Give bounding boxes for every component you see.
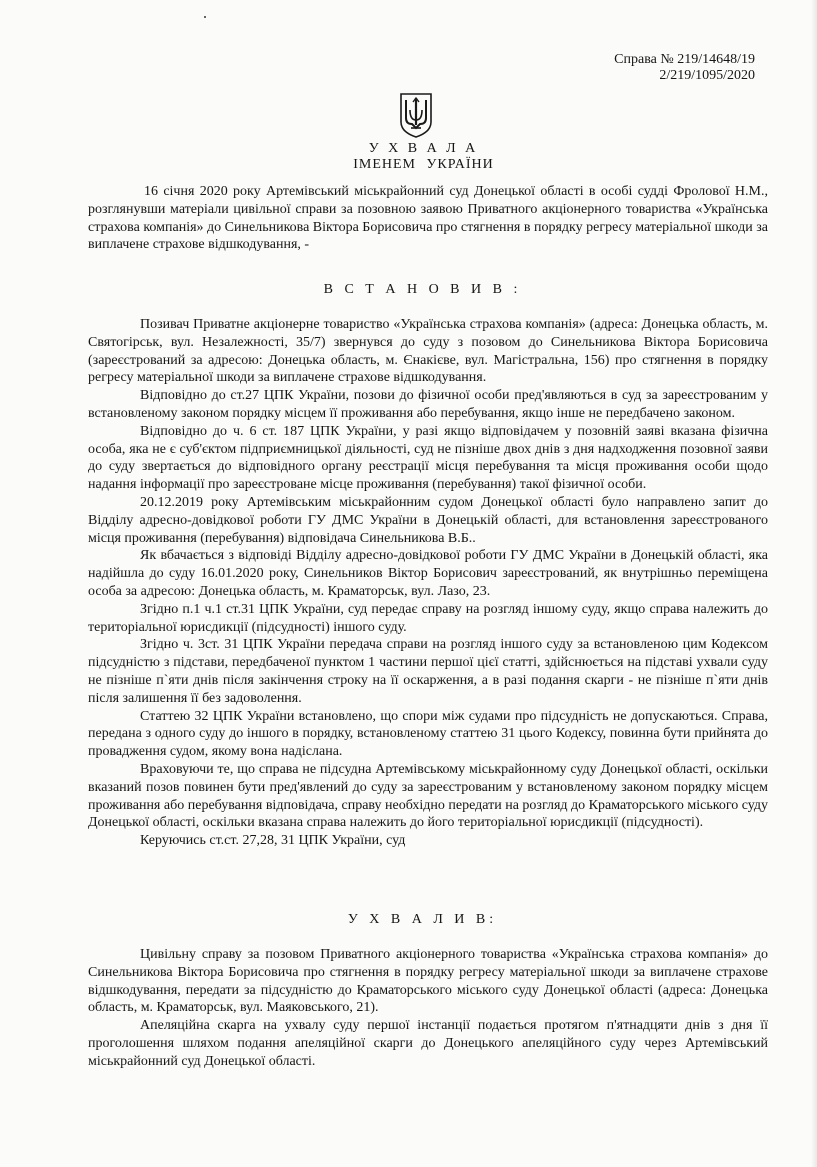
established-paragraph-5: Як вбачається з відповіді Відділу адресно-довідкової роботи ГУ ДМС України в Донецькій області, яка надійшла до суду 16.01.2020 року, Синельников Віктор Борисович зареєстрований, як внутрішньо переміщена особа за адресою: Донецька область, м. Краматорськ, вул. Лазо, 23. bbox=[88, 548, 768, 599]
case-number-line-2: 2/219/1095/2020 bbox=[659, 68, 755, 83]
established-paragraph-10: Керуючись ст.ст. 27,28, 31 ЦПК України, суд bbox=[140, 833, 406, 849]
heading-established: В С Т А Н О В И В : bbox=[323, 282, 522, 297]
established-paragraph-7: Згідно ч. 3ст. 31 ЦПК України передача справи на розгляд іншого суду за встановленою цим Кодексом підсудністю з підстави, передбаченої пунктом 1 частини першої цієї статті, здійснюється на підставі ухвали суду не пізніше п`яти днів після закінчення строку на її оскарження, а в разі подання скарги - не пізніше п`яти днів після залишення її без задоволення. bbox=[88, 637, 768, 706]
established-paragraph-9: Враховуючи те, що справа не підсудна Артемівському міськрайонному суду Донецької області, оскільки вказаний позов повинен бути пред'явлений до суду за зареєстрованим у встановленому законом порядку місцем проживання або перебування відповідача, справу необхідно передати на розгляд до Краматорського міського суду Донецької області, оскільки вказана справа належить до його територіальної юрисдикції (підсудності). bbox=[88, 761, 768, 831]
heading-decided: У Х В А Л И В: bbox=[347, 912, 498, 927]
page-edge-shadow bbox=[811, 0, 817, 1167]
document-title: У Х В А Л А bbox=[368, 141, 479, 156]
decided-section bbox=[88, 946, 768, 1071]
established-paragraph-2: Відповідно до ст.27 ЦПК України, позови до фізичної особи пред'являються в суд за зареєстрованим у встановленому законом порядку місцем її проживання або перебування, якщо інше не передбачено законом. bbox=[88, 388, 768, 421]
established-paragraph-1: Позивач Приватне акціонерне товариство «Українська страхова компанія» (адреса: Донецька область, м. Святогірськ, вул. Незалежності, 35/7) звернувся до суду з позовом до Синельникова Віктора Борисовича (зареєстрований за адресою: Донецька область, м. Єнакієве, вул. Магістральна, 156) про стягнення в порядку регресу матеріальної шкоди за виплачене страхове відшкодування. bbox=[88, 317, 768, 386]
scan-speck bbox=[204, 16, 206, 18]
case-number-line-1: Справа № 219/14648/19 bbox=[614, 52, 755, 67]
decided-paragraph-1: Цивільну справу за позовом Приватного акціонерного товариства «Українська страхова компанія» до Синельникова Віктора Борисовича про стягнення в порядку регресу матеріальної шкоди за виплачене страхове відшкодування, передати за підсудністю до Краматорського міського суду Донецької області (адреса: Донецька область, м. Краматорськ, вул. Маяковського, 21). bbox=[88, 947, 768, 1016]
case-number bbox=[614, 52, 755, 84]
established-paragraph-8: Статтею 32 ЦПК України встановлено, що спори між судами про підсудність не допускаються. Справа, передана з одного суду до іншого в порядку, встановленому статтею 31 цього Кодексу, повинна бути прийнята до провадження судом, якому вона надіслана. bbox=[88, 708, 768, 760]
established-paragraph-3: Відповідно до ч. 6 ст. 187 ЦПК України, у разі якщо відповідачем у позовній заяві вказана фізична особа, яка не є суб'єктом підприємницької діяльності, суд не пізніше двох днів з дня надходження позовної заяви до суду звертається до відповідного органу реєстрації місця перебування та місця проживання особи щодо надання інформації про зареєстроване місце проживання (перебування) такої фізичної особи. bbox=[88, 423, 768, 493]
decided-paragraph-2: Апеляційна скарга на ухвалу суду першої інстанції подається протягом п'ятнадцяти днів з дня її проголошення шляхом подання апеляційної скарги до Донецького апеляційного суду через Артемівський міськрайонний суд Донецької області. bbox=[88, 1018, 768, 1069]
trident-coat-of-arms-icon bbox=[399, 92, 433, 138]
established-section bbox=[88, 316, 768, 850]
document-title-block bbox=[0, 141, 817, 173]
intro-paragraph: 16 січня 2020 року Артемівський міськрайонний суд Донецької області в особі судді Фролової Н.М., розглянувши матеріали цивільної справи за позовною заявою Приватного акціонерного товариства «Українська страхова компанія» до Синельникова Віктора Борисовича про стягнення в порядку регресу матеріальної шкоди за виплачене страхове відшкодування, - bbox=[88, 184, 768, 253]
intro-paragraph-block bbox=[88, 183, 768, 254]
established-paragraph-6: Згідно п.1 ч.1 ст.31 ЦПК України, суд передає справу на розгляд іншому суду, якщо справа належить до територіальної юрисдикції (підсудності) іншого суду. bbox=[88, 601, 768, 635]
established-paragraph-4: 20.12.2019 року Артемівським міськрайонним судом Донецької області було направлено запит до Відділу адресно-довідкової роботи ГУ ДМС України в Донецькій області, для встановлення зареєстрованого місця проживання (перебування) відповідача Синельникова В.Б.. bbox=[88, 494, 768, 546]
document-subtitle: ІМЕНЕМ УКРАЇНИ bbox=[353, 157, 494, 172]
